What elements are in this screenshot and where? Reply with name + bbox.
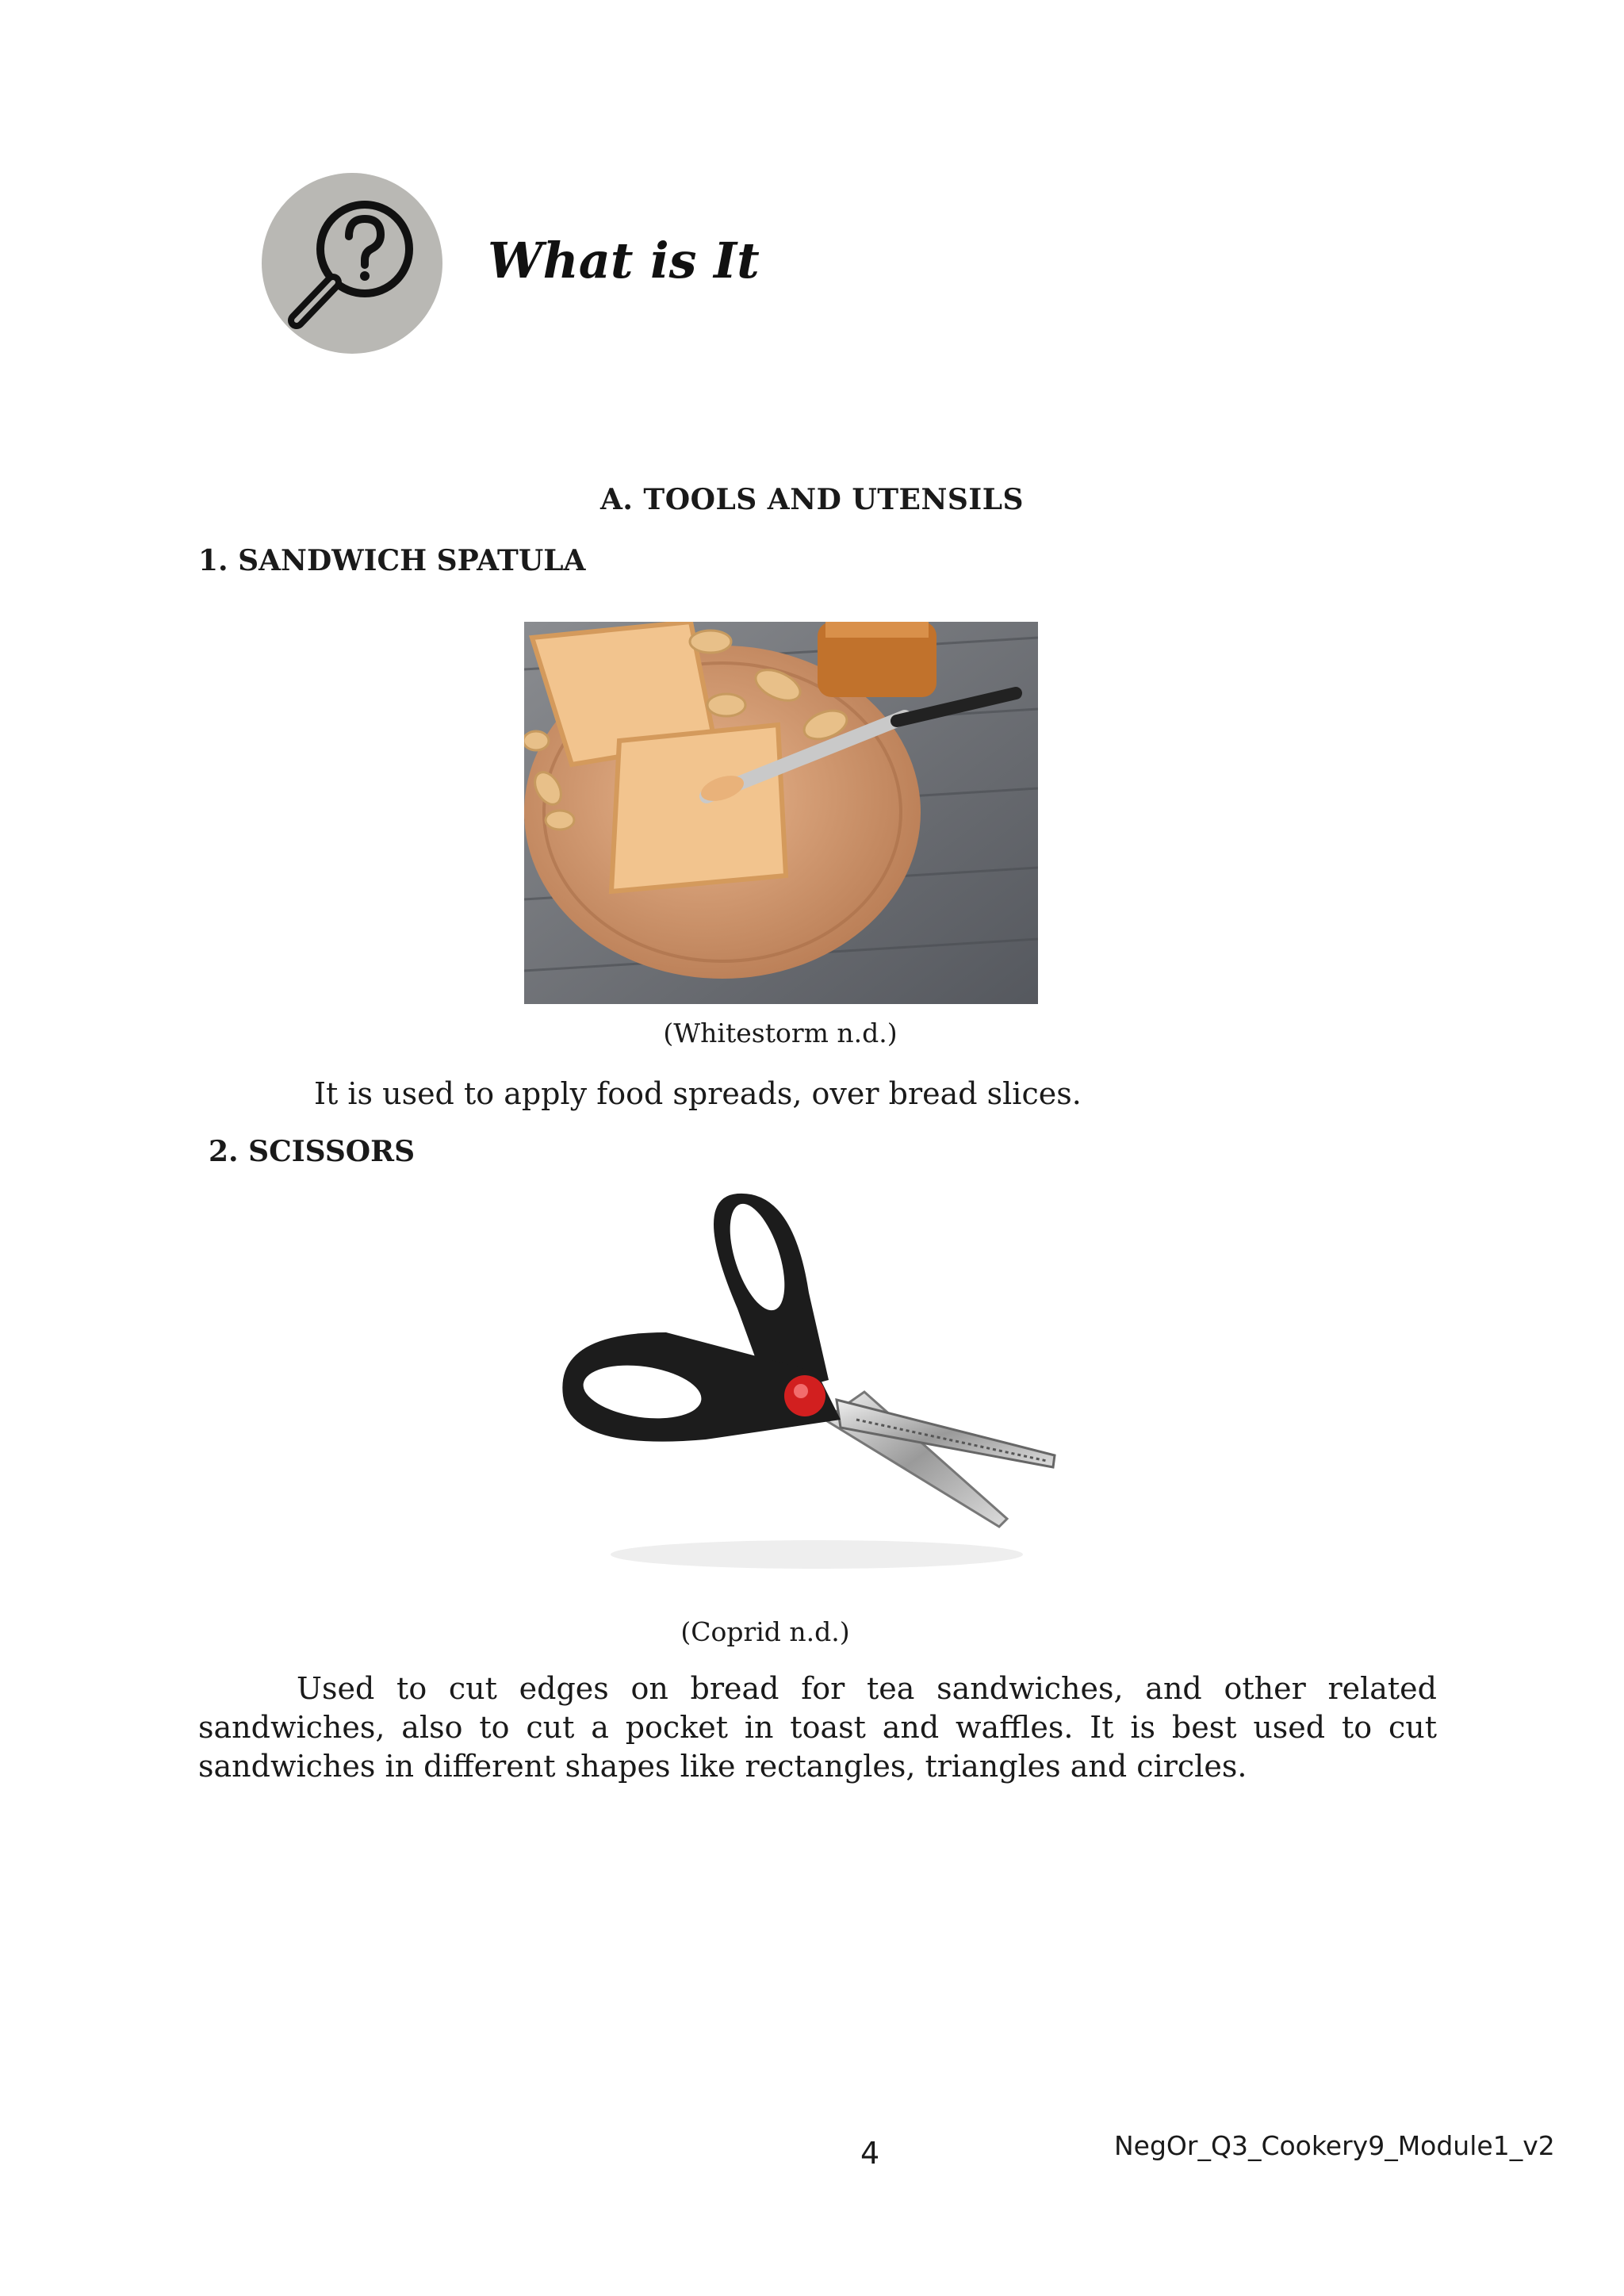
main-heading [0, 483, 1624, 516]
image-caption-coprid: (Coprid n.d.) [680, 1616, 850, 1647]
main-heading-text: A. TOOLS AND UTENSILS [599, 483, 1025, 516]
module-code: NegOr_Q3_Cookery9_Module1_v2 [1114, 2130, 1555, 2161]
item-heading-sandwich-spatula: 1. SANDWICH SPATULA [198, 544, 586, 577]
scissors-description: Used to cut edges on bread for tea sandwiches, and other related sandwiches, also to cut a pocket in toast and waffles. It is best used to cut sandwiches in different shapes like rectangles, triangles and circles. [198, 1671, 1437, 1784]
item-heading-scissors: 2. SCISSORS [209, 1135, 416, 1168]
kitchen-scissors-photo [555, 1182, 1063, 1578]
peanut-butter-toast-spatula-photo [524, 622, 1038, 1004]
spatula-description: It is used to apply food spreads, over bread slices. [314, 1076, 1082, 1111]
magnifier-question-icon [259, 170, 446, 357]
page-number: 4 [860, 2136, 880, 2171]
section-title: What is It [488, 232, 760, 289]
image-caption-whitestorm: (Whitestorm n.d.) [663, 1018, 898, 1048]
